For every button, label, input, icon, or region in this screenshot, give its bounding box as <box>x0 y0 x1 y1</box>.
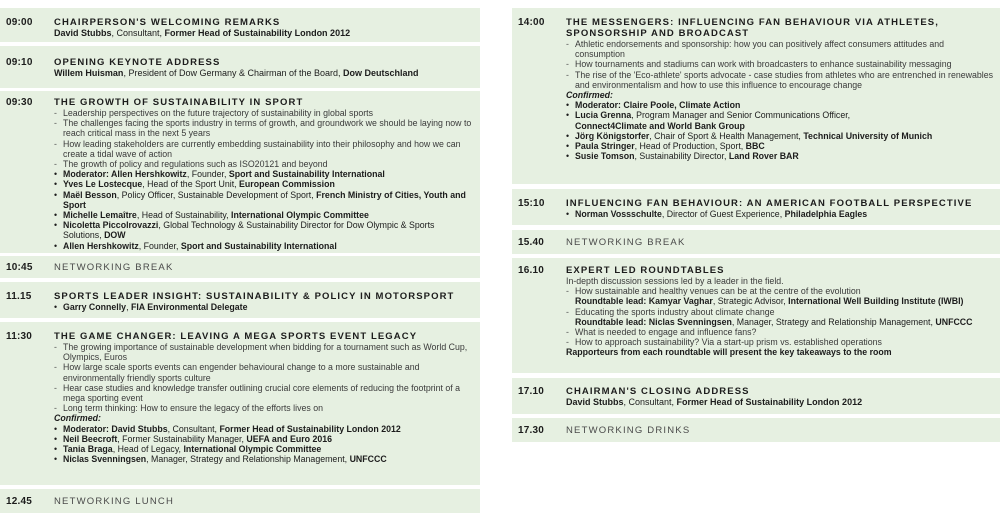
session-title: NETWORKING BREAK <box>54 262 174 273</box>
session-0910 <box>0 46 480 88</box>
session-title: EXPERT LED ROUNDTABLES <box>566 265 725 276</box>
panelist: • Garry Connelly, FIA Environmental Delegate <box>54 302 474 312</box>
session-1115 <box>0 282 480 318</box>
bullet-item: - The growing importance of sustainable development when bidding for a tournament such as World Cup, Olympics, Euros <box>54 342 474 362</box>
panelist: • Moderator: David Stubbs, Consultant, Former Head of Sustainability London 2012 <box>54 424 474 434</box>
session-1710 <box>512 378 1000 414</box>
bullet-item: - Educating the sports industry about climate change <box>566 307 994 317</box>
panelist: • Michelle Lemaître, Head of Sustainability, International Olympic Committee <box>54 210 474 220</box>
session-time: 16.10 <box>518 265 545 276</box>
session-0930 <box>0 91 480 253</box>
panelist: • Niclas Svenningsen, Manager, Strategy and Relationship Management, UNFCCC <box>54 454 474 464</box>
bullet-item: - What is needed to engage and influence fans? <box>566 327 994 337</box>
session-intro: In-depth discussion sessions led by a leader in the field. <box>566 276 784 286</box>
session-1400 <box>512 8 1000 184</box>
session-speaker: David Stubbs, Consultant, Former Head of Sustainability London 2012 <box>54 28 351 38</box>
session-time: 09:30 <box>6 97 33 108</box>
session-time: 15:10 <box>518 198 545 209</box>
panelist: • Nicoletta Piccolrovazzi, Global Technology & Sustainability Director for Dow Olympic & Sports Solutions, DOW <box>54 220 474 240</box>
session-1540 <box>512 230 1000 254</box>
bullet-item: - How sustainable and healthy venues can be at the centre of the evolution <box>566 286 994 296</box>
session-1130 <box>0 322 480 485</box>
session-time: 15.40 <box>518 237 545 248</box>
session-1730 <box>512 418 1000 442</box>
session-time: 11.15 <box>6 291 32 302</box>
panelist: • Jörg Königstorfer, Chair of Sport & Health Management, Technical University of Munich <box>566 131 994 141</box>
session-title: THE MESSENGERS: INFLUENCING FAN BEHAVIOUR VIA ATHLETES, SPONSORSHIP AND BROADCAST <box>566 17 939 39</box>
confirmed-label: Confirmed: <box>54 413 101 424</box>
session-title: NETWORKING DRINKS <box>566 425 691 436</box>
session-time: 10:45 <box>6 262 33 273</box>
session-title: OPENING KEYNOTE ADDRESS <box>54 57 221 68</box>
session-title: NETWORKING LUNCH <box>54 496 175 507</box>
bullet-item: - How to approach sustainability? Via a start-up prism vs. established operations <box>566 337 994 347</box>
session-title: NETWORKING BREAK <box>566 237 686 248</box>
roundtable-lead: Roundtable lead: Niclas Svenningsen, Manager, Strategy and Relationship Management, UNFCCC <box>575 316 973 327</box>
session-0900 <box>0 8 480 42</box>
panelist: • Allen Hershkowitz, Founder, Sport and Sustainability International <box>54 241 474 251</box>
session-time: 09:00 <box>6 17 33 28</box>
bullet-item: - How leading stakeholders are currently embedding sustainability into their philosophy and how we can create a tidal wave of action <box>54 139 474 159</box>
session-1245 <box>0 489 480 513</box>
session-title: THE GAME CHANGER: LEAVING A MEGA SPORTS EVENT LEGACY <box>54 331 418 342</box>
bullet-item: - Leadership perspectives on the future trajectory of sustainability in global sports <box>54 108 474 118</box>
bullet-item: - Athletic endorsements and sponsorship: how you can positively affect consumers attitudes and consumption <box>566 39 994 59</box>
session-title: CHAIRPERSON'S WELCOMING REMARKS <box>54 17 281 28</box>
panelist: • Neil Beecroft, Former Sustainability Manager, UEFA and Euro 2016 <box>54 434 474 444</box>
bullet-item: - Hear case studies and knowledge transfer outlining crucial core elements of reducing the footprint of a mega sporting event <box>54 383 474 403</box>
session-time: 14:00 <box>518 17 545 28</box>
session-title: CHAIRMAN'S CLOSING ADDRESS <box>566 386 750 397</box>
session-1045 <box>0 256 480 278</box>
bullet-item: - The rise of the 'Eco-athlete' sports advocate - case studies from athletes who are entrenched in renewables and environmentalism and how to use this influence to encourage change <box>566 70 994 90</box>
panelist: • Lucia Grenna, Program Manager and Senior Communications Officer, Connect4Climate and World Bank Group <box>566 110 994 130</box>
session-title: INFLUENCING FAN BEHAVIOUR: AN AMERICAN FOOTBALL PERSPECTIVE <box>566 198 973 209</box>
bullet-item: - The challenges facing the sports industry in terms of growth, and groundwork we should be laying now to reach critical mass in the next 5 years <box>54 118 474 138</box>
session-time: 17.30 <box>518 425 545 436</box>
panelist: • Yves Le Lostecque, Head of the Sport Unit, European Commission <box>54 179 474 189</box>
session-speaker: David Stubbs, Consultant, Former Head of Sustainability London 2012 <box>566 397 863 407</box>
session-time: 17.10 <box>518 386 545 397</box>
session-title: SPORTS LEADER INSIGHT: SUSTAINABILITY & POLICY IN MOTORSPORT <box>54 291 455 302</box>
bullet-item: - How tournaments and stadiums can work with broadcasters to enhance sustainability messaging <box>566 59 994 69</box>
roundtable-lead: Roundtable lead: Kamyar Vaghar, Strategic Advisor, International Well Building Institute (IWBI) <box>575 296 964 307</box>
panelist: • Maël Besson, Policy Officer, Sustainable Development of Sport, French Ministry of Cities, Youth and Sport <box>54 190 474 210</box>
session-1510 <box>512 189 1000 225</box>
bullet-item: - Long term thinking: How to ensure the legacy of the efforts lives on <box>54 403 474 413</box>
session-closing-note: Rapporteurs from each roundtable will present the key takeaways to the room <box>566 347 892 358</box>
session-1610 <box>512 258 1000 373</box>
bullet-item: - The growth of policy and regulations such as ISO20121 and beyond <box>54 159 474 169</box>
panelist: • Moderator: Allen Hershkowitz, Founder, Sport and Sustainability International <box>54 169 474 179</box>
panelist: • Susie Tomson, Sustainability Director, Land Rover BAR <box>566 151 994 161</box>
session-time: 09:10 <box>6 57 33 68</box>
panelist: • Norman Vossschulte, Director of Guest Experience, Philadelphia Eagles <box>566 209 994 219</box>
session-time: 12.45 <box>6 496 33 507</box>
session-speaker: Willem Huisman, President of Dow Germany & Chairman of the Board, Dow Deutschland <box>54 68 419 78</box>
panelist: • Paula Stringer, Head of Production, Sport, BBC <box>566 141 994 151</box>
session-title: THE GROWTH OF SUSTAINABILITY IN SPORT <box>54 97 304 108</box>
confirmed-label: Confirmed: <box>566 90 613 101</box>
bullet-item: - How large scale sports events can engender behavioural change to a more sustainable and environmentally friendly sports culture <box>54 362 474 382</box>
session-time: 11:30 <box>6 331 33 342</box>
panelist: • Tania Braga, Head of Legacy, International Olympic Committee <box>54 444 474 454</box>
panelist: • Moderator: Claire Poole, Climate Action <box>566 100 994 110</box>
